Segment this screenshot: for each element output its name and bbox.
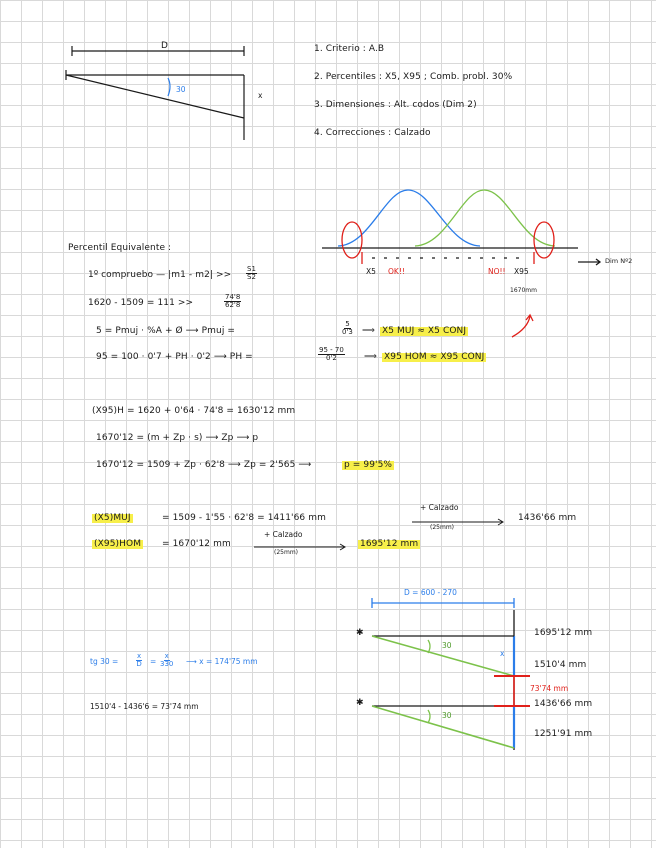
equiv-line2-frac: $\frac{74'8}{62'8}$ [225,293,241,310]
blue-curve [338,190,480,246]
result1-middle: = 1509 - 1'55 · 62'8 = 1411'66 mm [162,513,326,523]
no-label: NO!! [488,267,506,276]
bottom-angle2: 30 [442,711,452,720]
result1-right: 1436'66 mm [518,513,577,523]
equiv-line3-frac: $\frac{5}{0'3}$ [342,320,353,337]
bottom-value-5: 1251'91 mm [534,729,593,739]
bottom-angle1: 30 [442,641,452,650]
result2-right: 1695'12 mm [360,539,419,549]
equiv-line1-frac: $\frac{S1}{S2}$ [247,265,256,282]
result1-highlight: (X5)MUJ [94,513,131,523]
tan-eq: = [150,657,157,666]
result2-arrow-top: + Calzado [264,530,303,539]
result2-middle: = 1670'12 mm [162,539,231,549]
criteria-item-2: 2. Percentiles : X5, X95 ; Comb. probl. 30% [314,72,513,82]
tan-frac2: $\frac{x}{330}$ [160,652,174,669]
equiv-line3-highlight: X5 MUJ ≈ X5 CONJ [382,326,467,336]
tan-right: ⟶ x = 174'75 mm [186,657,258,666]
calc-line1: (X95)H = 1620 + 0'64 · 74'8 = 1630'12 mm [92,406,296,416]
x95-value: 1670mm [510,287,537,294]
person-icon: ✱ [356,698,364,708]
top-x-label: x [258,91,263,100]
x5-label: X5 [366,267,376,276]
criteria-item-1: 1. Criterio : A.B [314,44,385,54]
top-angle-arc [168,78,170,96]
top-hypotenuse-line [66,75,244,118]
result2-highlight: (X95)HOM [94,539,142,549]
equiv-title: Percentil Equivalente : [68,243,172,253]
bottom-value-1: 1695'12 mm [534,628,593,638]
equiv-line4-frac: $\frac{95 - 70}{0'2}$ [319,346,344,363]
bottom-x-label: x [500,649,505,658]
equiv-line4: 95 = 100 · 0'7 + PH · 0'2 ⟶ PH = [96,352,253,362]
equiv-line4-highlight: X95 HOM ≈ X95 CONJ [384,352,485,362]
bottom-value-3: 73'74 mm [530,684,569,693]
calc-line3: 1670'12 = 1509 + Zp · 62'8 ⟶ Zp = 2'565 ⟶ [96,460,312,470]
equiv-line4-implies: ⟹ [364,352,378,362]
criteria-item-4: 4. Correcciones : Calzado [314,128,431,138]
equiv-line1: 1º compruebo — |m1 - m2| >> [88,270,232,280]
bottom-diagram [372,598,530,750]
bottom-value-2: 1510'4 mm [534,660,587,670]
bottom-d-label: D = 600 - 270 [404,588,457,597]
criteria-item-3: 3. Dimensiones : Alt. codos (Dim 2) [314,100,477,110]
axis-label: Dim Nº2 [605,257,633,265]
ok-label: OK!! [388,267,405,276]
angle2-arc [428,710,430,723]
top-d-label: D [161,41,169,51]
left-red-ellipse [342,222,362,258]
equiv-line2: 1620 - 1509 = 111 >> [88,298,194,308]
equiv-line3: 5 = Pmuj · %A + Ø ⟶ Pmuj = [96,326,236,336]
top-angle-label: 30 [176,85,186,94]
tan-left: tg 30 = [90,657,119,666]
distribution-chart [322,190,600,337]
x95-label: X95 [514,267,529,276]
calc-line3-highlight: p = 99'5% [344,460,393,470]
subtraction-line: 1510'4 - 1436'6 = 73'74 mm [90,702,199,711]
angle1-arc [428,640,430,653]
result1-arrow-top: + Calzado [420,503,459,512]
calc-line2: 1670'12 = (m + Zp · s) ⟶ Zp ⟶ p [96,433,259,443]
person-icon: ✱ [356,628,364,638]
bottom-value-4: 1436'66 mm [534,699,593,709]
equiv-line3-implies: ⟹ [362,326,376,336]
result2-arrow-bottom: (25mm) [274,549,299,556]
result1-arrow-bottom: (25mm) [430,524,455,531]
tan-frac1: $\frac{x}{D}$ [136,652,142,669]
top-sketch [66,46,244,140]
